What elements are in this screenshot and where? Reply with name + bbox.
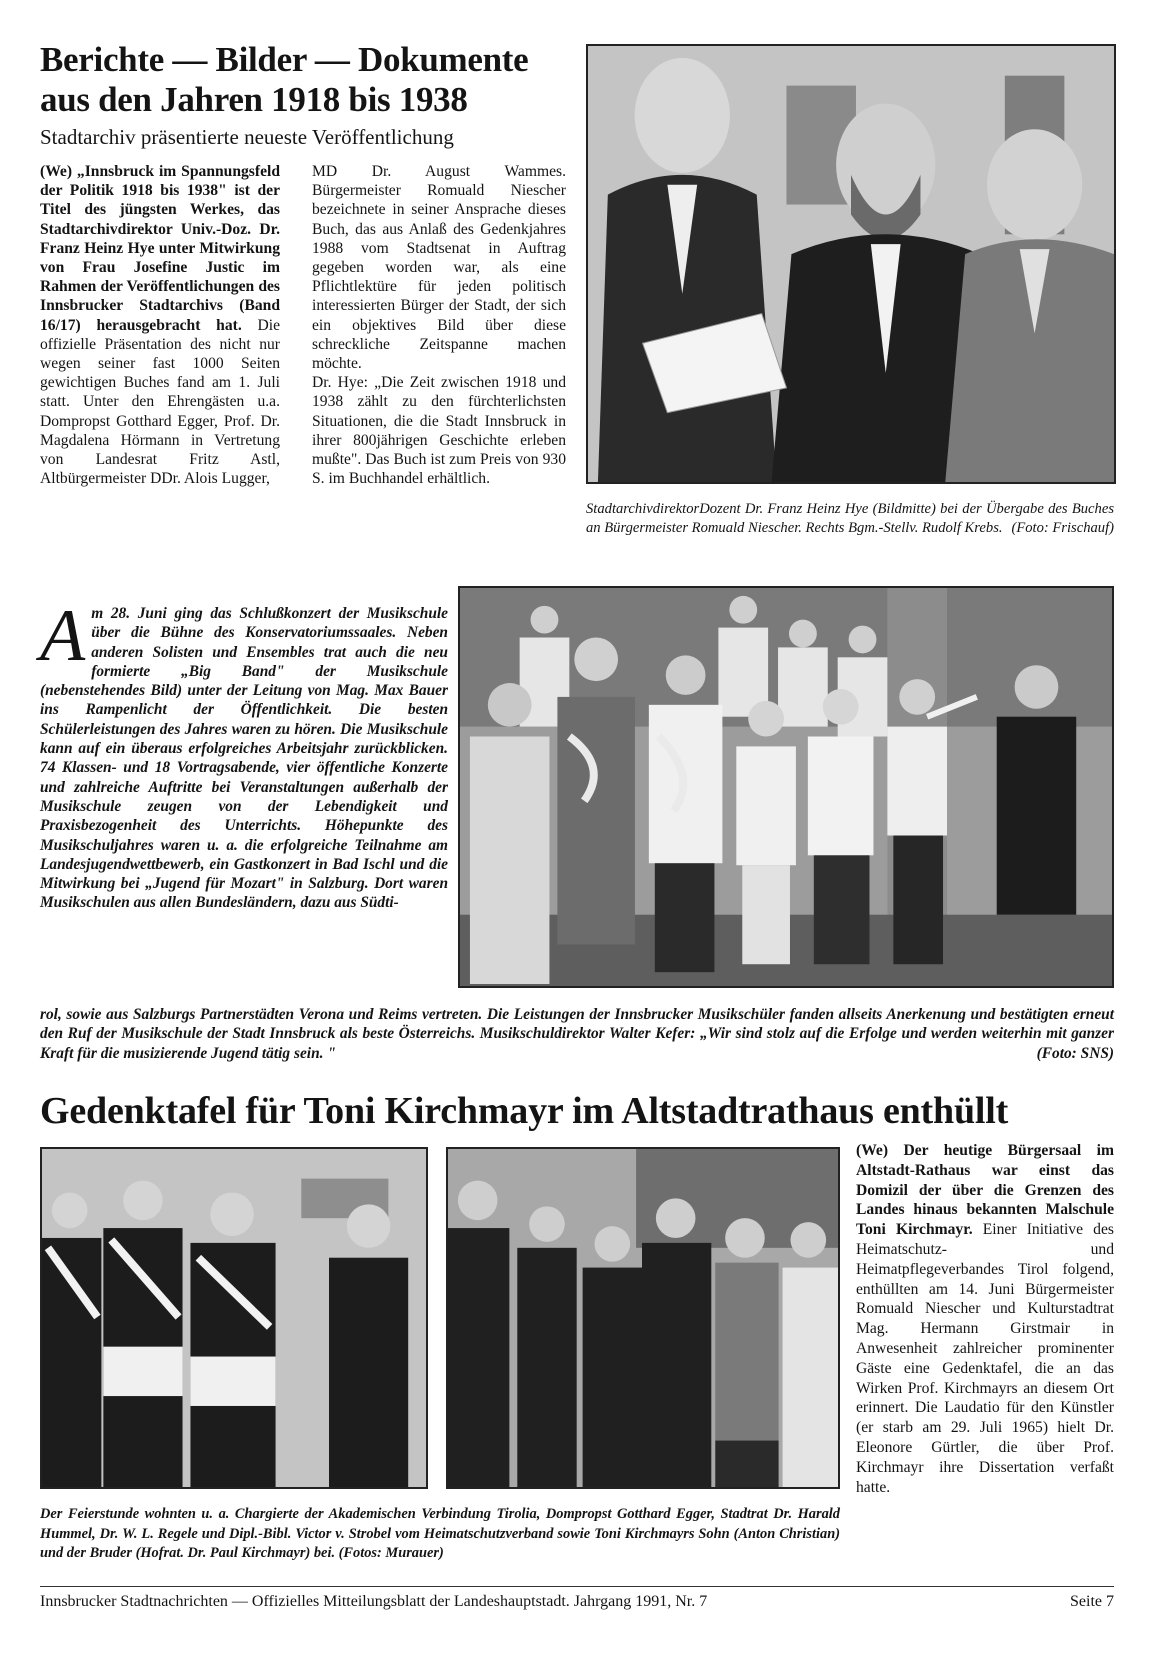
article3-text-block [856, 1141, 1114, 1497]
page-footer [40, 1592, 1114, 1612]
article1-headline: Berichte — Bilder — Dokumente aus den Jahren 1918 bis 1938 [40, 40, 529, 119]
photo-book-handover [586, 44, 1116, 484]
article1-caption: StadtarchivdirektorDozent Dr. Franz Heinz Hye (Bildmitte) bei der Übergabe des Buches an Bürgermeister Romuald Niescher. Rechts Bgm.-Stellv. Rudolf Krebs. [586, 501, 1114, 536]
footer-page-number: Seite 7 [1070, 1593, 1114, 1610]
article1-column-2 [312, 162, 566, 488]
article3-lead: (We) Der heutige Bürgersaal im Altstadt-Rathaus war einst das Domizil der über die Grenzen des Landes hinaus bekannten Malschule Toni Kirchmayr. [856, 1142, 1114, 1239]
article2-photo-credit: (Foto: SNS) [1036, 1044, 1114, 1062]
article2-text-bottom-block [40, 1005, 1114, 1063]
article1-subheadline: Stadtarchiv präsentierte neueste Veröffentlichung [40, 125, 454, 149]
footer-publication: Innsbrucker Stadtnachrichten — Offizielles Mitteilungsblatt der Landeshauptstadt. Jahrgang 1991, Nr. 7 [40, 1593, 708, 1610]
article2-text-block [40, 595, 448, 913]
article2-text-bottom: rol, sowie aus Salzburgs Partnerstädten Verona und Reims vertreten. Die Leistungen der Innsbrucker Musikschüler fanden allseits Anerkenung und bestätigten erneut den Ruf der Musikschule der Stadt Innsbruck als beste Österreichs. Musikschuldirektor Walter Kefer: „Wir sind stolz auf die Erfolge und werden weiterhin mit ganzer Kraft für die musizierende Jugend tätig sein. " [40, 1006, 1114, 1062]
article2-text: m 28. Juni ging das Schlußkonzert der Musikschule über die Bühne des Konservatoriumssaales. Neben anderen Solisten und Ensembles trat auch die neu formierte „Big Band" der Musikschule (nebenstehendes Bild) unter der Leitung von Mag. Max Bauer ins Rampenlicht der Öffentlichkeit. Die besten Schülerleistungen des Jahres waren zu hören. Die Musikschule kann auf ein überaus erfolgreiches Arbeitsjahr zurückblicken. 74 Klassen- und 18 Vortragsabende, vier öffentliche Konzerte und zahlreiche Auftritte bei Veranstaltungen außerhalb der Musikschule zeugen von der Lebendigkeit und Praxisbezogenheit des Unterrichts. Höhepunkte des Musikschuljahres waren u. a. die erfolgreiche Teilnahme am Landesjugendwettbewerb, ein Gastkonzert in Bad Ischl und die Mitwirkung bei „Jugend für Mozart" in Salzburg. Dort waren Musikschulen aus allen Bundesländern, dazu aus Südti- [40, 605, 448, 912]
article1-photo-credit: (Foto: Frischauf) [1011, 520, 1114, 536]
article1-body-col2: MD Dr. August Wammes. Bürgermeister Romuald Niescher bezeichnete in seiner Ansprache dieses Buch, das aus Anlaß des Gedenkjahres 1988 vom Stadtsenat in Auftrag gegeben worden war, als eine Pflichtlektüre für jeden politisch interessierten Bürger der Stadt, der sich ein objektives Bild über diese schreckliche Zeitspanne machen möchte. [312, 163, 566, 373]
article1-column-1 [40, 162, 280, 488]
photo-fraternity-members [40, 1147, 428, 1489]
footer-rule [40, 1586, 1114, 1587]
photo-guests [446, 1147, 840, 1489]
article1-caption-block [586, 500, 1114, 538]
article3-caption: Der Feierstunde wohnten u. a. Chargierte der Akademischen Verbindung Tirolia, Dompropst Gotthard Egger, Stadtrat Dr. Harald Hummel, Dr. W. L. Regele und Dipl.-Bibl. Victor v. Strobel vom Heimatschutzverband sowie Toni Kirchmayrs Sohn (Anton Christian) und der Bruder (Hofrat. Dr. Paul Kirchmayr) bei. (Fotos: Murauer) [40, 1506, 840, 1561]
article1-body-col2b: Dr. Hye: „Die Zeit zwischen 1918 und 1938 zählt zu den fürchterlichsten Situationen, die die Stadt Innsbruck in ihrer 800jährigen Geschichte erleben mußte". Das Buch ist zum Preis von 930 S. im Buchhandel erhältlich. [312, 374, 566, 488]
article3-headline: Gedenktafel für Toni Kirchmayr im Altstadtrathaus enthüllt [40, 1090, 1009, 1132]
article1-lead: (We) „Innsbruck im Spannungsfeld der Politik 1918 bis 1938" ist der Titel des jüngsten Werkes, das Stadtarchivdirektor Univ.-Doz. Dr. Franz Heinz Hye unter Mitwirkung von Frau Josefine Justic im Rahmen der Veröffentlichungen des Innsbrucker Stadtarchivs (Band 16/17) herausgebracht hat. [40, 163, 280, 334]
article3-body: Einer Initiative des Heimatschutz- und Heimatpflegeverbandes Tirol folgend, enthüllten am 14. Juni Bürgermeister Romuald Niescher und Kulturstadtrat Mag. Hermann Girstmair in Anwesenheit zahlreicher prominenter Gäste eine Gedenktafel, die an das Wirken Prof. Kirchmayrs an diesem Ort erinnert. Die Laudatio für den Künstler (er starb am 29. Juli 1965) hielt Dr. Eleonore Gürtler, die über Prof. Kirchmayr ihre Dissertation verfaßt hatte. [856, 1221, 1114, 1496]
photo-big-band [458, 586, 1114, 988]
article1-body-col1: Die offizielle Präsentation des nicht nur wegen seiner fast 1000 Seiten gewichtigen Buches fand am 1. Juli statt. Unter den Ehrengästen u.a. Dompropst Gotthard Egger, Prof. Dr. Magdalena Hörmann in Vertretung von Landesrat Fritz Astl, Altbürgermeister DDr. Alois Lugger, [40, 316, 280, 488]
article2-dropcap: A [40, 595, 86, 677]
